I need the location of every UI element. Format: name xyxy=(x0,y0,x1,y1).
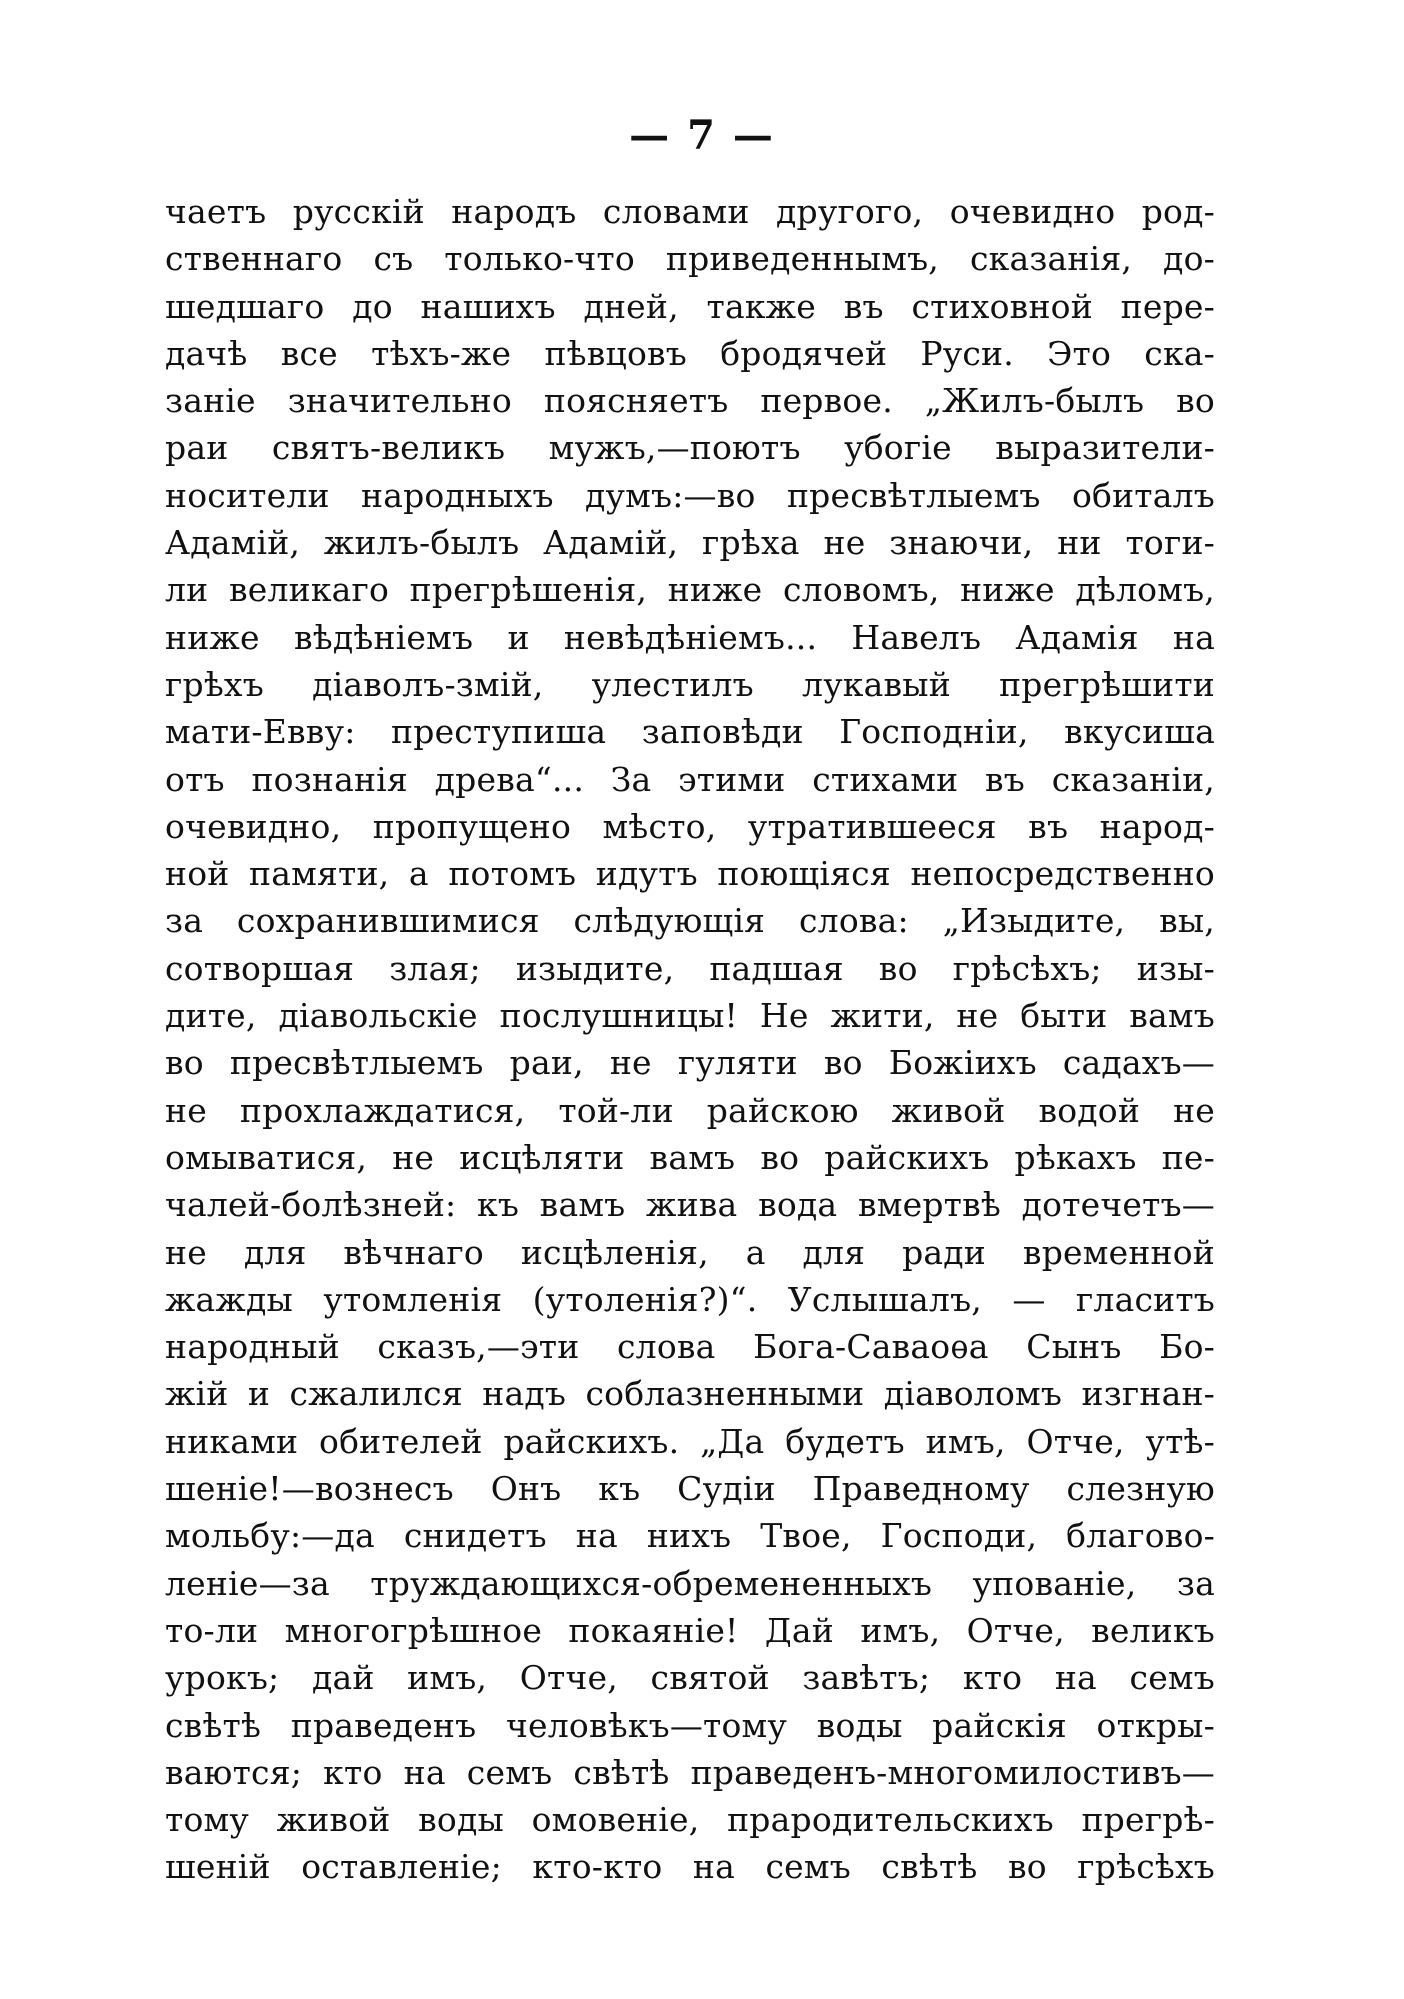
text-line: грѣхъ діаволъ-змій, улестилъ лукавый прегрѣшити xyxy=(165,664,1215,704)
text-line: носители народныхъ думъ:—во пресвѣтлыемъ обиталъ xyxy=(165,475,1215,515)
text-line: мольбу:—да снидетъ на нихъ Твое, Господи, благово- xyxy=(165,1516,1215,1556)
text-line: ной памяти, а потомъ идутъ поющіяся непосредственно xyxy=(165,854,1215,894)
text-line: тому живой воды омовеніе, прародительскихъ прегрѣ- xyxy=(165,1800,1215,1840)
text-line: чалей-болѣзней: къ вамъ жива вода вмертвѣ дотечетъ— xyxy=(165,1185,1215,1225)
text-line: сотворшая злая; изыдите, падшая во грѣсѣхъ; изы- xyxy=(165,948,1215,988)
text-line: раи святъ-великъ мужъ,—поютъ убогіе выразители- xyxy=(165,428,1215,468)
text-line: омыватися, не исцѣляти вамъ во райскихъ рѣкахъ пе- xyxy=(165,1137,1215,1177)
text-line: дачѣ все тѣхъ-же пѣвцовъ бродячей Руси. Это ска- xyxy=(165,333,1215,373)
text-line: чаетъ русскій народъ словами другого, очевидно род- xyxy=(165,192,1215,231)
text-line: свѣтѣ праведенъ человѣкъ—тому воды райскія откры- xyxy=(165,1705,1215,1745)
text-line: шедшаго до нашихъ дней, также въ стиховной пере- xyxy=(165,286,1215,326)
text-line: во пресвѣтлыемъ раи, не гуляти во Божіихъ садахъ— xyxy=(165,1043,1215,1083)
text-line: леніе—за труждающихся-обремененныхъ упованіе, за xyxy=(165,1563,1215,1603)
text-line: ли великаго прегрѣшенія, ниже словомъ, ниже дѣломъ, xyxy=(165,570,1215,610)
text-line: Адамій, жилъ-былъ Адамій, грѣха не знаючи, ни тоги- xyxy=(165,523,1215,563)
text-line: жажды утомленія (утоленія?)“. Услышалъ, — гласитъ xyxy=(165,1279,1215,1319)
page-number: — 7 — xyxy=(629,112,775,159)
text-line: урокъ; дай имъ, Отче, святой завѣтъ; кто на семъ xyxy=(165,1658,1215,1698)
text-line: отъ познанія древа“... За этими стихами въ сказаніи, xyxy=(165,759,1215,799)
text-line: очевидно, пропущено мѣсто, утратившееся въ народ- xyxy=(165,806,1215,846)
text-line: мати-Евву: преступиша заповѣди Господніи, вкусиша xyxy=(165,712,1215,752)
text-line: ниже вѣдѣніемъ и невѣдѣніемъ... Навелъ Адамія на xyxy=(165,617,1215,657)
text-line: народный сказъ,—эти слова Бога-Саваоѳа Сынъ Бо- xyxy=(165,1327,1215,1367)
body-text xyxy=(165,188,1215,1891)
text-line: шеніе!—вознесъ Онъ къ Судіи Праведному слезную xyxy=(165,1469,1215,1509)
text-line: дите, діавольскіе послушницы! Не жити, не быти вамъ xyxy=(165,996,1215,1036)
text-line: не прохлаждатися, той-ли райскою живой водой не xyxy=(165,1090,1215,1130)
text-line: ваются; кто на семъ свѣтѣ праведенъ-многомилостивъ— xyxy=(165,1752,1215,1792)
text-line: шеній оставленіе; кто-кто на семъ свѣтѣ во грѣсѣхъ xyxy=(165,1847,1215,1887)
text-line: никами обителей райскихъ. „Да будетъ имъ, Отче, утѣ- xyxy=(165,1421,1215,1461)
text-line: ственнаго съ только-что приведеннымъ, сказанія, до- xyxy=(165,239,1215,279)
text-line: за сохранившимися слѣдующія слова: „Изыдите, вы, xyxy=(165,901,1215,941)
text-line: то-ли многогрѣшное покаяніе! Дай имъ, Отче, великъ xyxy=(165,1610,1215,1650)
text-line: жій и сжалился надъ соблазненными діаволомъ изгнан- xyxy=(165,1374,1215,1414)
text-line: не для вѣчнаго исцѣленія, а для ради временной xyxy=(165,1232,1215,1272)
text-line: заніе значительно поясняетъ первое. „Жилъ-былъ во xyxy=(165,381,1215,421)
